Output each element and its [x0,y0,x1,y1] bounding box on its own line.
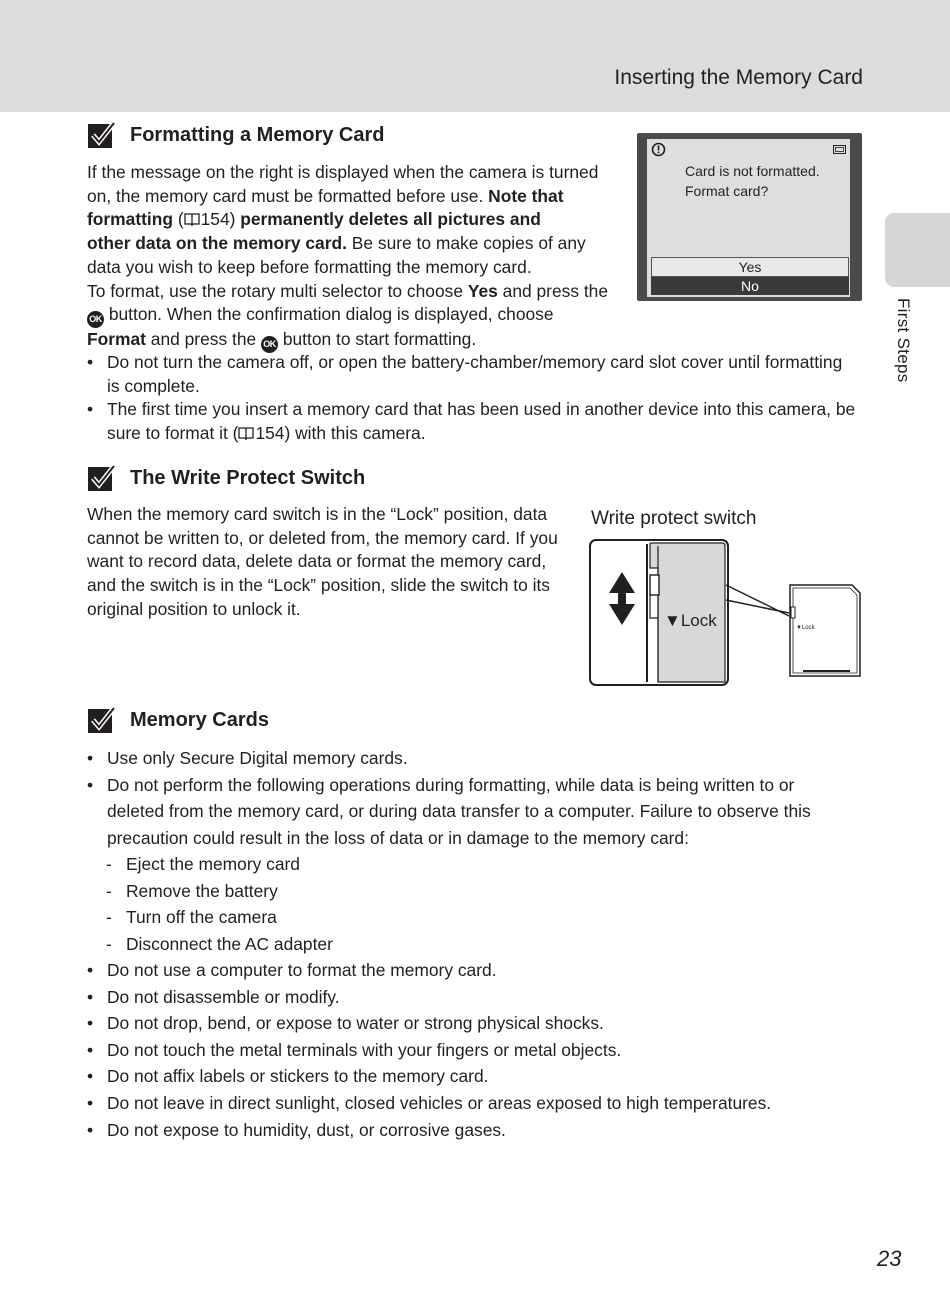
page-header-title: Inserting the Memory Card [614,66,863,89]
section-title: The Write Protect Switch [130,466,366,489]
write-protect-switch-illustration [588,538,864,688]
lcd-message: Card is not formatted. Format card? [685,163,820,199]
ok-button-icon: OK [261,336,278,353]
checkmark-icon [87,706,117,734]
page-number: 23 [877,1246,902,1271]
section-title: Memory Cards [130,708,269,731]
sub-list-item: - Disconnect the AC adapter [106,933,333,954]
chapter-tab [885,213,950,287]
list-item: • Use only Secure Digital memory cards. [87,748,408,768]
list-item: • Do not drop, bend, or expose to water or strong physical shocks. [87,1013,604,1034]
header-band [0,0,950,112]
formatting-paragraph: If the message on the right is displayed when the camera is turned on, the memory card must be formatted before use. Note that formatting ( 154) permanently deletes all pictures and other data on the memory card. Be sure to make copies of any data you wish to keep before formatting the memory card. To format, use the rotary multi selector to choose Yes and press the OK button. When the confirmation dialog is displayed, choose Format and press the OK button to start formatting. [87,161,617,353]
section-heading-memory-cards [87,706,269,734]
list-item: • Do not touch the metal terminals with your fingers or metal objects. [87,1039,622,1060]
memory-card-notes-list [87,745,867,851]
figure-label: Write protect switch [591,508,757,529]
write-protect-paragraph: When the memory card switch is in the “Lock” position, data cannot be written to, or deleted from, the memory card. If you want to record data, delete data or format the memory card, and the switch is in the “Lock” position, slide the switch to its original position to unlock it. [87,504,558,619]
list-item: • The first time you insert a memory card that has been used in another device into this camera, be sure to format it ( 154) with this camera. [87,399,856,444]
list-item: • Do not affix labels or stickers to the memory card. [87,1066,489,1087]
warning-icon [651,142,666,157]
list-item: • Do not perform the following operations during formatting, while data is being written to or deleted from the memory card, or during data transfer to a computer. Failure to observe this precaution could result in the loss of data or in damage to the memory card: [87,774,811,848]
checkmark-icon [87,464,117,492]
sub-list-item: - Turn off the camera [106,907,277,928]
chapter-tab-label: First Steps [894,298,913,383]
book-reference-icon [184,212,200,227]
sub-list-item: - Remove the battery [106,880,278,901]
list-item: • Do not use a computer to format the memory card. [87,960,497,980]
list-item: • Do not turn the camera off, or open the battery-chamber/memory card slot cover until formatting is complete. [87,352,843,396]
sub-list-item: - Eject the memory card [106,854,300,874]
list-item: • Do not disassemble or modify. [87,986,340,1007]
memory-card-status-icon [833,145,847,154]
formatting-notes-list [87,351,867,446]
lock-label-large: ▼Lock [664,611,717,630]
section-heading-formatting [87,121,384,149]
memory-card-precautions-list [87,957,867,1143]
operations-sub-list [87,851,867,957]
list-item: • Do not leave in direct sunlight, closed vehicles or areas exposed to high temperatures. [87,1092,772,1113]
lock-label-small: ▼Lock [796,625,815,631]
book-reference-icon [238,426,254,441]
checkmark-icon [87,121,117,149]
section-heading-write-protect [87,464,365,492]
ok-button-icon: OK [87,311,104,328]
section-title: Formatting a Memory Card [130,123,385,146]
list-item: • Do not expose to humidity, dust, or corrosive gases. [87,1119,506,1140]
lcd-option-yes: Yes [651,257,849,277]
lcd-option-no-selected: No [651,277,849,295]
